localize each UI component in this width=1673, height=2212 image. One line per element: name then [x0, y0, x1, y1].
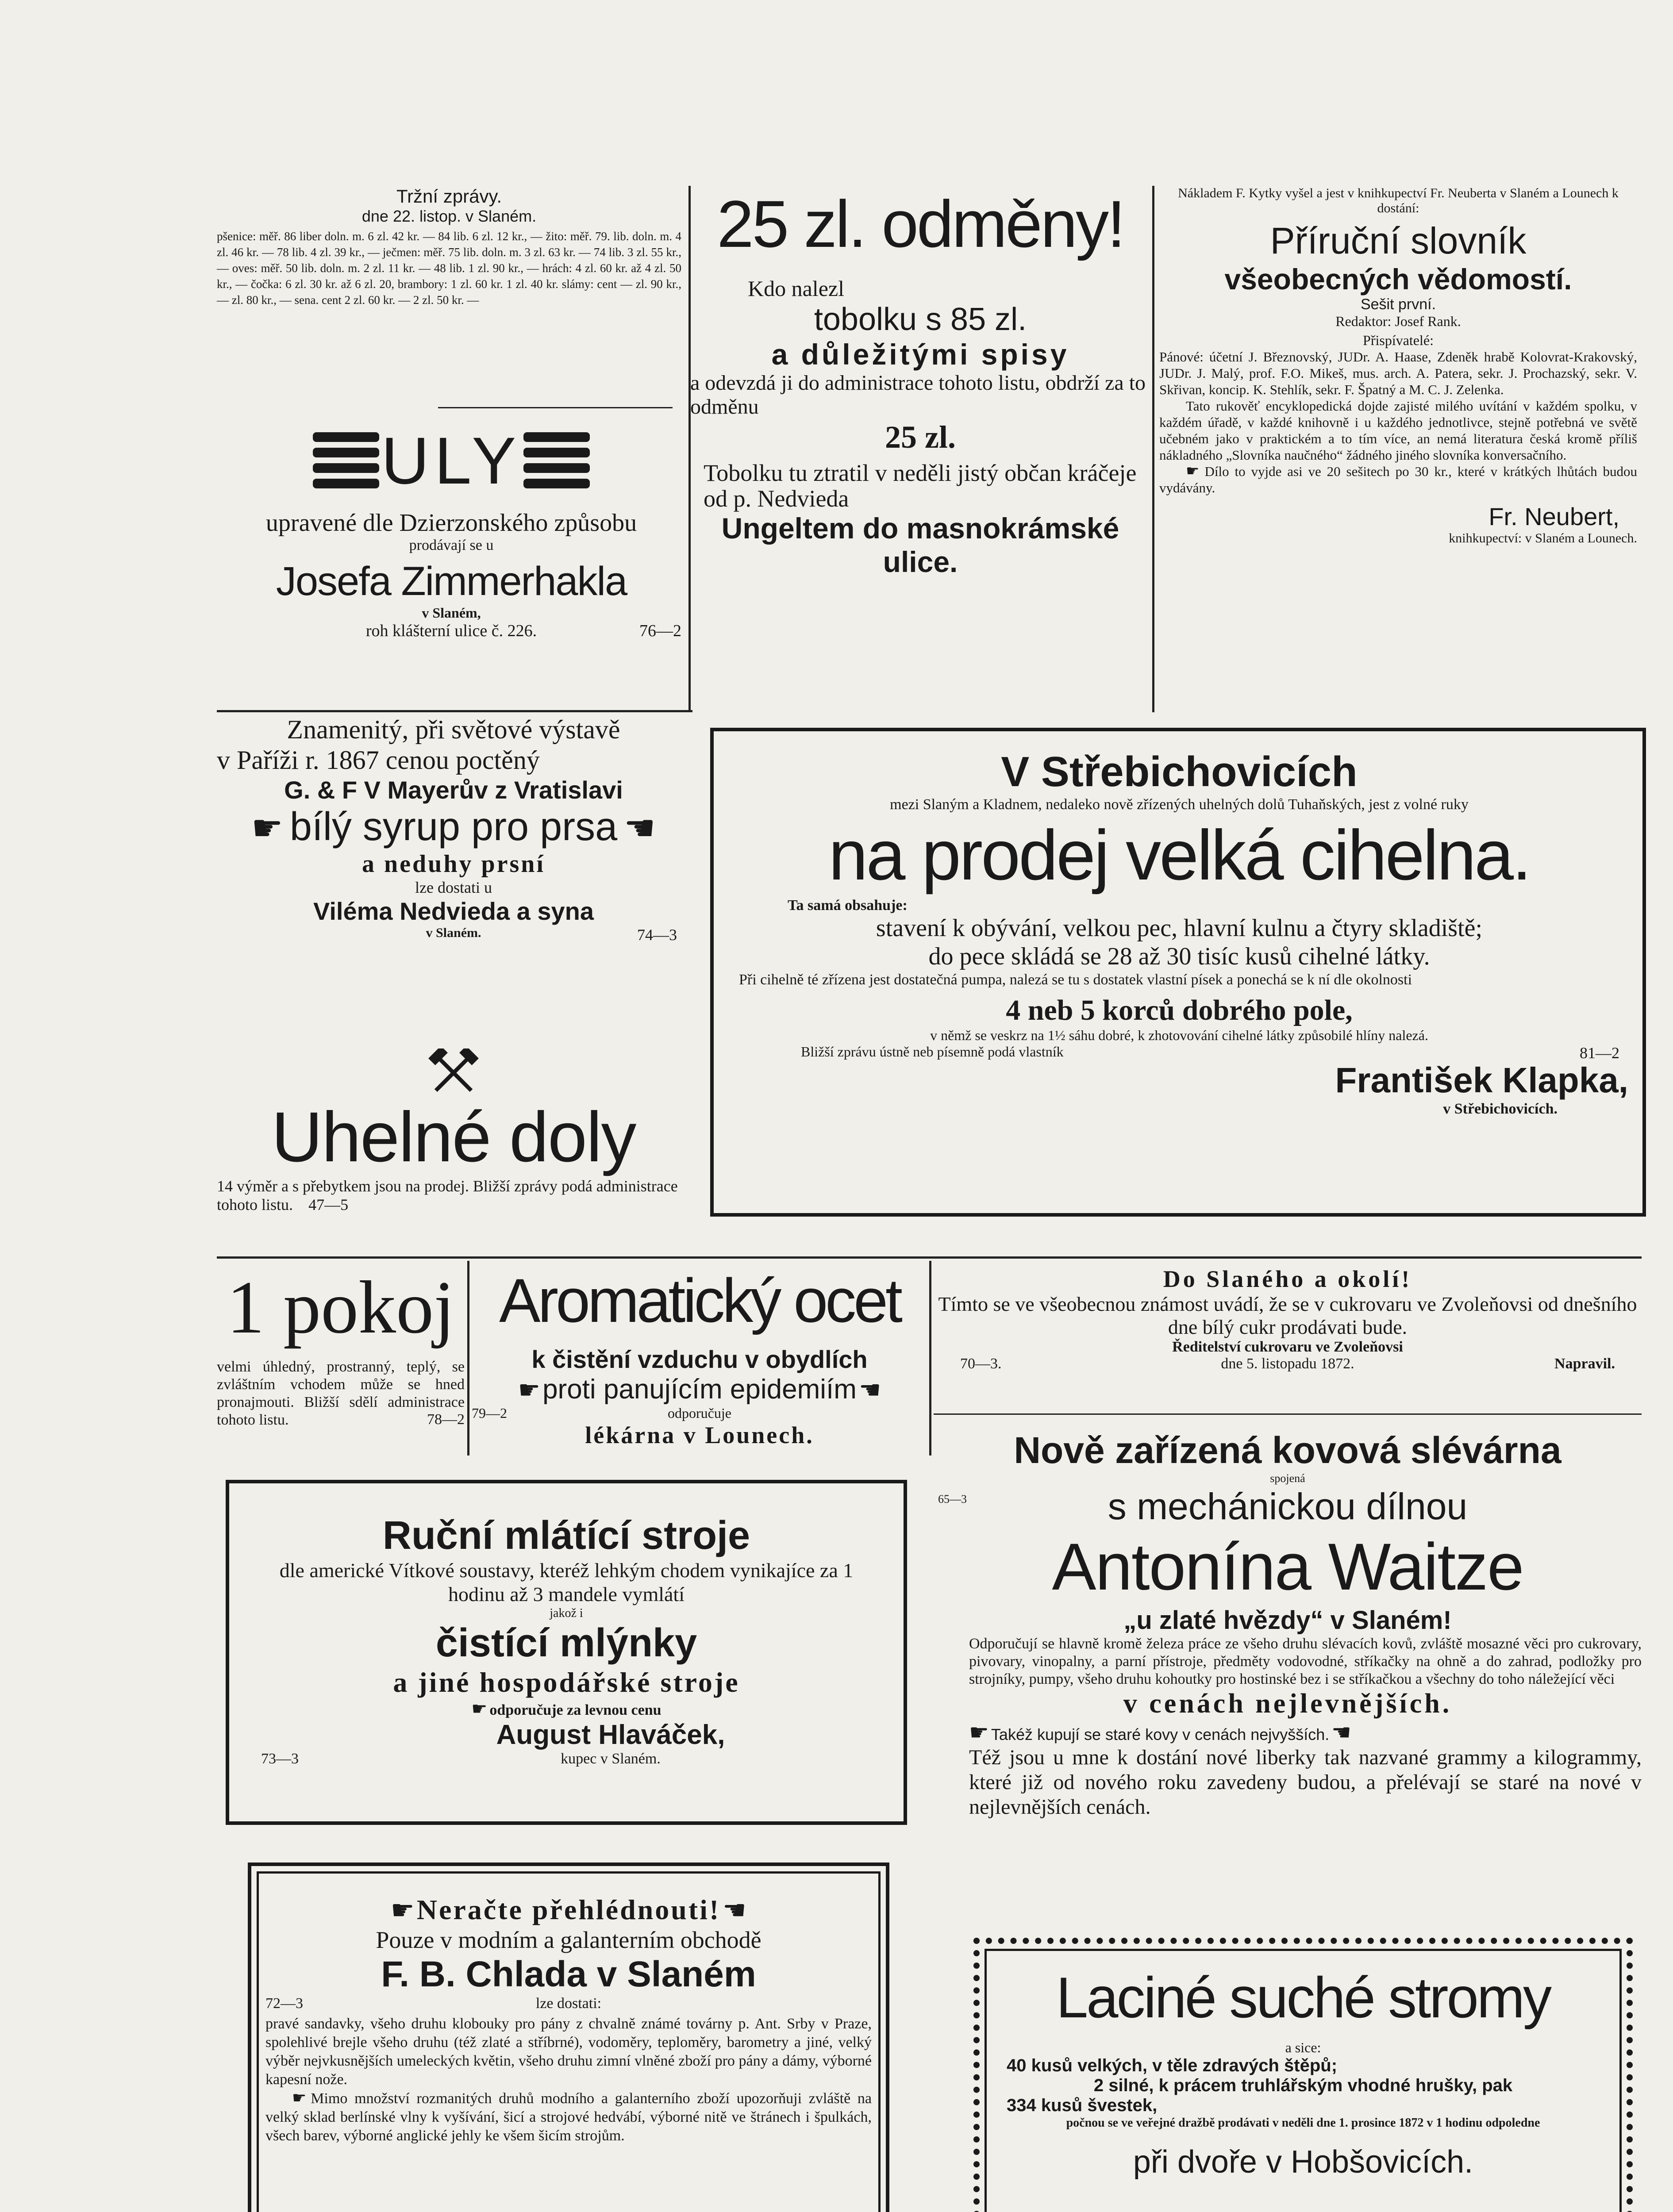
- brickworks-content: [721, 748, 1637, 1118]
- market-report: [217, 186, 681, 308]
- reward-place: Ungeltem do masnokrámské ulice.: [721, 512, 1119, 578]
- uly-ad: [217, 422, 686, 641]
- syrup-line1: Znamenitý, při světové výstavě: [287, 715, 620, 744]
- slany-ad: [934, 1265, 1642, 1375]
- chlada-ref: 72—3: [265, 1995, 303, 2012]
- thresh-title: Ruční mlátící stroje: [382, 1513, 750, 1558]
- coal-ad: [217, 1048, 690, 1214]
- brick-headline: na prodej velká cihelna.: [828, 815, 1530, 895]
- room-text: velmi úhledný, prostranný, teplý, se zvláštním vchodem může se hned pronajmouti. Bližší sdělí administrace tohoto listu.: [217, 1359, 465, 1428]
- reward-text2: Tobolku tu ztratil v neděli jistý občan kráčeje od p. Nedvieda: [704, 460, 1137, 512]
- dict-body: Tato rukověť encyklopedická dojde zajisté milého uvítání v každém spolku, v každém úřadě, v každé knihovně i u každého jednotlivce, stejně potřebná ve světě učebném jako v praktickém a to tím více, an nemá literatura česká kromě příliš nákladného „Slovníka naučného“ žádného jiného slovníka konversačního.: [1159, 398, 1637, 463]
- chlada-text2: [265, 2089, 872, 2145]
- uly-line2: prodávají se u: [409, 537, 494, 553]
- room-title: 1 pokoj: [227, 1266, 455, 1349]
- thresh-seller: August Hlaváček,: [496, 1720, 725, 1750]
- chlada-title-row: [265, 1893, 872, 1926]
- thresh-text: dle americké Vítkové soustavy, kteréž lehkým chodem vynikajíce za 1 hodinu až 3 mandele vymlátí: [279, 1559, 854, 1605]
- pointing-hand-icon: ☛: [390, 1895, 415, 1926]
- foundry-ref: 65—3: [938, 1493, 967, 1505]
- row-rule-1: [217, 710, 692, 712]
- market-title: Tržní zprávy.: [396, 186, 502, 207]
- trees-title: Laciné suché stromy: [1056, 1965, 1550, 2030]
- chlada-content: [265, 1893, 872, 2145]
- foundry-title: Nově zařízená kovová slévárna: [1014, 1429, 1561, 1471]
- reward-title: 25 zl. odměny!: [717, 187, 1124, 261]
- syrup-line2: v Paříži r. 1867 cenou poctěný: [217, 745, 540, 775]
- vinegar-title: Aromatický ocet: [499, 1266, 900, 1335]
- vinegar-pharmacy: lékárna v Lounech.: [585, 1422, 814, 1448]
- trees-sub: a sice:: [1285, 2039, 1321, 2055]
- dictionary-ad: [1159, 186, 1637, 546]
- trees-line1: 40 kusů velkých, v těle zdravých štěpů;: [1007, 2056, 1338, 2075]
- trees-content: [993, 1964, 1613, 2180]
- dict-note: [1159, 463, 1637, 496]
- pointing-hand-icon: ☛: [859, 1376, 881, 1405]
- reward-text: a odevzdá ji do administrace tohoto listu, obdrží za to odměnu: [690, 371, 1146, 419]
- uly-title: ULY: [381, 423, 522, 498]
- foundry-text: Odporučují se hlavně kromě železa práce ze všeho druhu slévacích kovů, zvláště mosazné věci pro cukrovary, pivovary, vinopalny, a parní přístroje, předměty vodovodné, stříkačky na ohně a do zahrad, podložky pro strojníky, pumpy, všeho druhu kohoutky pro hostinské bez i se stříkačkou a všechny do toho náležející věci: [969, 1636, 1642, 1687]
- thresh-role: kupec v Slaném.: [561, 1751, 661, 1767]
- uly-address: roh klášterní ulice č. 226.: [365, 622, 537, 640]
- pointing-hand-icon: ☛: [471, 1699, 488, 1719]
- vinegar-ref: 79—2: [472, 1405, 507, 1421]
- brick-text3: Bližší zprávu ústně neb písemně podá vlastník: [801, 1044, 1064, 1060]
- coal-ref: 47—5: [308, 1196, 349, 1214]
- reward-item2: a důležitými spisy: [771, 338, 1069, 371]
- dict-signature2: knihkupectví: v Slaném a Lounech.: [1449, 531, 1637, 545]
- dict-contrib-label: Přispívatelé:: [1363, 332, 1434, 348]
- thresh-rec-row: [235, 1699, 898, 1719]
- market-rule: [438, 407, 673, 408]
- dict-contributors: Pánové: účetní J. Březnovský, JUDr. A. Haase, Zdeněk hrabě Kolovrat-Krakovský, JUDr. J. Malý, prof. F.O. Mikeš, mus. arch. A. Patera, sekr. J. Prochazský, sekr. V. Skřivan, koncip. K. Stehlík, sekr. F. Špatný a M. C. J. Zelenka.: [1159, 349, 1637, 397]
- brick-title: V Střebichovicích: [1001, 748, 1358, 795]
- dict-title: Příruční slovník: [1270, 220, 1527, 261]
- trees-place: při dvoře v Hobšovicích.: [1133, 2144, 1473, 2180]
- foundry-place: „u zlaté hvězdy“ v Slaném!: [1123, 1606, 1452, 1635]
- pointing-hand-icon: ☛: [251, 807, 283, 849]
- syrup-avail: lze dostati u: [415, 879, 492, 896]
- brick-text2: v němž se veskrz na 1½ sáhu dobré, k zhotovování cihelné látky způsobilé hlíny nalezá.: [930, 1027, 1428, 1043]
- trees-line3: 334 kusů švestek,: [1007, 2096, 1158, 2115]
- pointing-hand-icon: ☛: [292, 2089, 307, 2107]
- foundry-buy-row: [934, 1720, 1642, 1745]
- thresh-ref: 73—3: [261, 1751, 299, 1767]
- pointing-hand-icon: ☛: [1186, 462, 1200, 480]
- vinegar-ad: [472, 1265, 927, 1449]
- thresh-and: jakož i: [550, 1606, 583, 1620]
- syrup-sub: a neduhy prsní: [362, 850, 545, 878]
- reward-intro: Kdo nalezl: [748, 276, 844, 301]
- foundry-prices: v cenách nejlevnějších.: [1123, 1689, 1452, 1719]
- slany-rule: [934, 1413, 1642, 1415]
- brick-contains: Ta samá obsahuje:: [788, 897, 908, 914]
- room-ad: [217, 1265, 465, 1428]
- dict-signature: Fr. Neubert,: [1488, 503, 1619, 530]
- foundry-text2: Též jsou u mne k dostání nové liberky tak nazvané grammy a kilogrammy, které již od nového roku zavedeny budou, a přelévají se staré na nové v nejlevnějších cenách.: [969, 1746, 1642, 1819]
- pointing-hand-icon: ☛: [624, 807, 656, 849]
- chlada-name: F. B. Chlada v Slaném: [381, 1954, 756, 1994]
- brick-sub: mezi Slaným a Kladnem, nedaleko nově zřízených uhelných dolů Tuhaňských, jest z volné ruky: [890, 796, 1469, 813]
- row-rule-2: [217, 1256, 1642, 1259]
- slany-ref: 70—3.: [960, 1356, 1002, 1372]
- uly-line1: upravené dle Dzierzonského způsobu: [265, 509, 637, 537]
- syrup-product: bílý syrup pro prsa: [289, 805, 618, 849]
- chlada-text2-body: Mimo množství rozmanitých druhů modního a galanterního zboží upozorňuji zvláště na velký sklad berlínské vlny k vyšívání, šicí a strojové hedvábí, výborné nitě ve štránech i špulkách, všech barev, výborné anglické jehly ke všem šicím strojům.: [265, 2090, 872, 2144]
- uly-title-row: [217, 422, 686, 500]
- pointing-hand-icon: ☛: [518, 1376, 540, 1405]
- chlada-text: pravé sandavky, všeho druhu klobouky pro pány z chvalně známé továrny p. Ant. Srby v Praze, spolehlivé brejle všeho druhu (též zlaté a stříbrné), vodoměry, teploměry, barometry a jiné, velký výběr nejvkusnějších umeleckých květin, všeho druhu zimní vlněné zboží pro pány a dámy, výborné kapesní nože.: [265, 2016, 872, 2088]
- dict-editor: Redaktor: Josef Rank.: [1335, 313, 1461, 329]
- slany-text: Tímto se ve všeobecnou známost uvádí, že se v cukrovaru ve Zvoleňovsi od dnešního dne bílý cukr prodávati bude.: [938, 1293, 1637, 1338]
- foundry-sub: s mechánickou dílnou: [1108, 1486, 1468, 1527]
- col-rule-2: [1152, 186, 1154, 712]
- foundry-ad: [934, 1429, 1642, 1820]
- coal-title: Uhelné doly: [271, 1097, 636, 1176]
- slany-title: Do Slaného a okolí!: [1163, 1266, 1412, 1292]
- reward-amount: 25 zl.: [885, 419, 956, 455]
- uly-place: v Slaném,: [422, 605, 481, 621]
- brick-place: v Střebichovicích.: [1443, 1101, 1558, 1117]
- col-rule-4: [929, 1261, 931, 1455]
- thresh-title2: čistící mlýnky: [435, 1621, 697, 1665]
- brick-ref: 81—2: [1580, 1044, 1619, 1062]
- syrup-product-row: [217, 804, 690, 850]
- foundry-buy: Takéž kupují se staré kovy v cenách nejvyšších.: [991, 1725, 1330, 1743]
- chlada-title: Neračte přehlédnouti!: [416, 1894, 721, 1925]
- foundry-name: Antonína Waitze: [1052, 1529, 1523, 1604]
- thresh-title3: a jiné hospodářské stroje: [393, 1667, 740, 1698]
- syrup-place: v Slaném.: [426, 926, 481, 940]
- brick-text: Při cihelně té zřízena jest dostatečná pumpa, nalezá se tu s dostatek vlastní písek a ponechá se k ní dle okolnosti: [739, 972, 1412, 988]
- trees-line2: 2 silné, k prácem truhlářským vhodné hrušky, pak: [1093, 2076, 1513, 2095]
- pointing-hand-icon: ☛: [1331, 1720, 1352, 1745]
- pointing-hand-icon: ☛: [969, 1720, 989, 1745]
- dict-issue: Sešit první.: [1360, 296, 1436, 313]
- room-ref: 78—2: [427, 1411, 465, 1428]
- market-date: dne 22. listop. v Slaném.: [362, 207, 537, 225]
- foundry-joined: spojená: [1270, 1472, 1305, 1485]
- chlada-line1: Pouze v modním a galanterním obchodě: [376, 1927, 762, 1953]
- syrup-maker: G. & F V Mayerův z Vratislavi: [284, 776, 623, 804]
- pointing-hand-icon: ☛: [723, 1895, 747, 1926]
- uly-name: Josefa Zimmerhakla: [276, 559, 627, 604]
- brick-fields: 4 neb 5 korců dobrého pole,: [1006, 994, 1353, 1026]
- hammers-icon: [217, 1048, 690, 1097]
- uly-ref: 76—2: [639, 622, 681, 640]
- brick-line2: do pece skládá se 28 až 30 tisíc kusů cihelné látky.: [928, 943, 1430, 970]
- brick-owner: František Klapka,: [1335, 1060, 1628, 1100]
- dict-subtitle: všeobecných vědomostí.: [1224, 263, 1572, 296]
- dict-note-text: Dílo to vyjde asi ve 20 sešitech po 30 kr., které v krátkých lhůtách budou vydávány.: [1159, 464, 1637, 495]
- trees-auction: počnou se ve veřejné dražbě prodávati v neděli dne 1. prosince 1872 v 1 hodinu odpoledne: [1066, 2116, 1540, 2130]
- chlada-avail: lze dostati:: [535, 1995, 602, 2012]
- syrup-ad: [217, 714, 690, 943]
- market-prices: pšenice: měř. 86 liber doln. m. 6 zl. 42 kr. — 84 lib. 6 zl. 12 kr., — žito: měř. 79. lib. doln. m. 4 zl. 46 kr. — 78 lib. 4 zl. 39 kr., — ječmen: měř. 75 lib. doln. m. 3 zl. 63 kr. — 74 lib. 3 zl. 55 kr., — oves: měř. 50 lib. doln. m. 2 zl. 11 kr. — 48 lib. 1 zl. 90 kr., — hrách: 4 zl. 60 kr. až 4 zl. 50 kr., — čočka: 6 zl. 30 kr. až 6 zl. 20, brambory: 1 zl. 60 kr. 1 zl. 40 kr. slámy: cent — zl. 90 kr., — zl. 80 kr., — sena. cent 2 zl. 60 kr. — 2 zl. 50 kr. —: [217, 230, 681, 307]
- coal-text: 14 výměr a s přebytkem jsou na prodej. Bližší zprávy podá administrace tohoto listu.: [217, 1177, 678, 1214]
- brick-line1: stavení k obývání, velkou pec, hlavní kulnu a čtyry skladiště;: [876, 914, 1483, 942]
- dict-publisher: Nákladem F. Kytky vyšel a jest v knihkupectví Fr. Neuberta v Slaném a Lounech k dostání:: [1178, 186, 1619, 215]
- bee-ornament-icon: [523, 428, 590, 494]
- slany-sign: Ředitelství cukrovaru ve Zvoleňovsi: [1172, 1339, 1403, 1355]
- vinegar-line2-row: [472, 1374, 927, 1405]
- reward-item: tobolku s 85 zl.: [814, 302, 1027, 337]
- thresh-recommend: odporučuje za levnou cenu: [489, 1702, 662, 1718]
- syrup-seller: Viléma Nedvieda a syna: [313, 897, 594, 925]
- threshers-content: [235, 1513, 898, 1767]
- vinegar-line2: proti panujícím epidemiím: [542, 1374, 857, 1405]
- col-rule-3: [467, 1261, 469, 1455]
- slany-corr: Napravil.: [1554, 1356, 1615, 1372]
- syrup-ref: 74—3: [637, 926, 677, 944]
- vinegar-line1: k čistění vzduchu v obydlích: [531, 1345, 868, 1373]
- reward-ad: [690, 186, 1150, 579]
- bee-ornament-icon: [313, 428, 379, 494]
- vinegar-recommend: odporučuje: [668, 1405, 731, 1421]
- slany-date: dne 5. listopadu 1872.: [1221, 1356, 1354, 1372]
